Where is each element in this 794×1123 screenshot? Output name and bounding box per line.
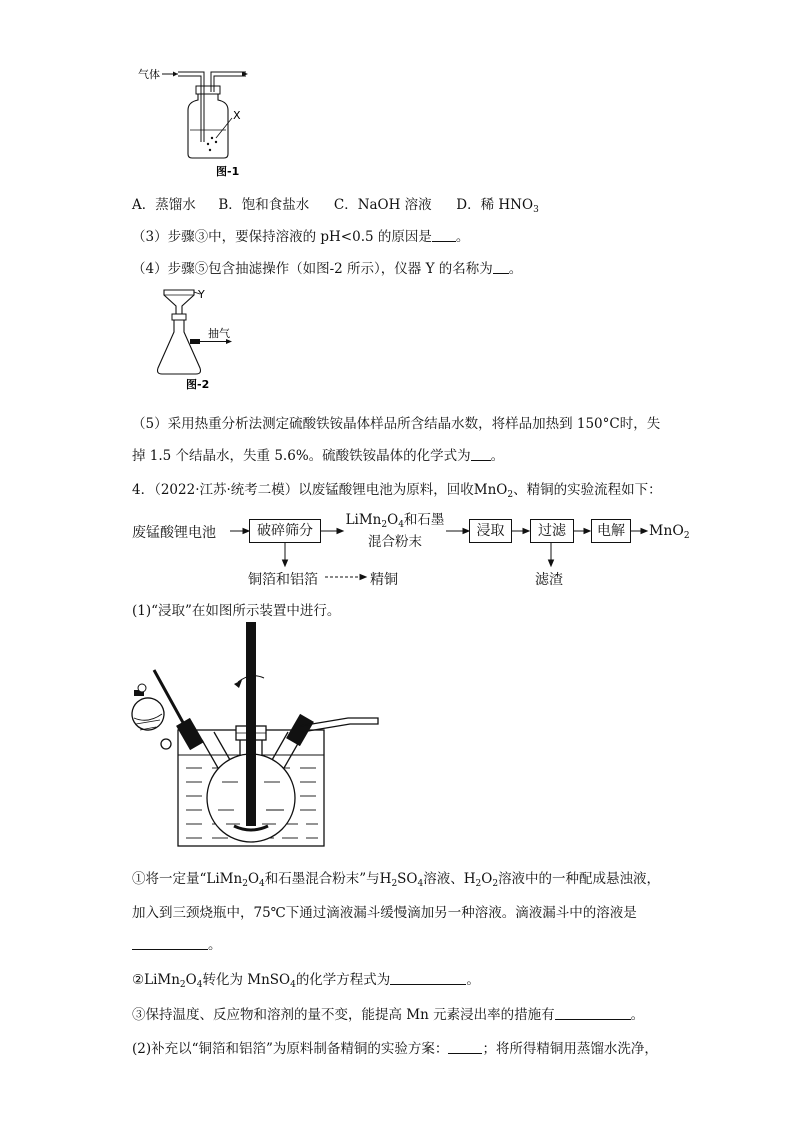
flow-branch-copper: 精铜 bbox=[370, 572, 398, 588]
flow-box-electrolysis: 电解 bbox=[591, 519, 631, 543]
fig2-y-label: Y bbox=[198, 288, 205, 301]
three-neck-flask-figure bbox=[126, 620, 386, 850]
flow-product: MnO$_2$ bbox=[649, 523, 690, 541]
question-3: （3）步骤③中，要保持溶液的 pH<0.5 的原因是 。 bbox=[132, 229, 470, 245]
option-b: B．饱和食盐水 bbox=[218, 197, 310, 213]
fig1-x-label: X bbox=[233, 109, 241, 122]
three-neck-flask-diagram bbox=[126, 620, 386, 850]
question-5-line2: 掉 1.5 个结晶水，失重 5.6%。硫酸铁铵晶体的化学式为 。 bbox=[132, 448, 505, 464]
flow-box-leach: 浸取 bbox=[469, 519, 512, 543]
flow-start: 废锰酸锂电池 bbox=[132, 525, 216, 541]
option-a: A．蒸馏水 bbox=[132, 197, 196, 213]
fig1-caption: 图-1 bbox=[216, 165, 240, 178]
option-d: D．稀 $HNO_3$ bbox=[456, 197, 539, 215]
answer-blank bbox=[390, 972, 466, 985]
flow-branch-residue: 滤渣 bbox=[535, 572, 563, 588]
problem-4-header: 4．（2022·江苏·统考二模）以废锰酸锂电池为原料，回收MnO$_2$、精铜的实验流程如下： bbox=[132, 482, 662, 500]
flow-intermediate: $LiMn_2O_4$和石墨 混合粉末 bbox=[345, 512, 445, 550]
answer-blank bbox=[132, 937, 208, 950]
question-1-part-1-line2: 加入到三颈烧瓶中，75℃下通过滴液漏斗缓慢滴加另一种溶液。滴液漏斗中的溶液是 bbox=[132, 905, 637, 921]
flow-box-filter: 过滤 bbox=[530, 519, 574, 543]
fig1-gas-label: 气体 bbox=[138, 68, 160, 81]
question-1: (1)“浸取”在如图所示装置中进行。 bbox=[132, 603, 341, 619]
fig2-pump-label: 抽气 bbox=[208, 327, 230, 340]
question-4: （4）步骤⑤包含抽滤操作（如图-2 所示），仪器 Y 的名称为 。 bbox=[132, 261, 523, 277]
fig2-caption: 图-2 bbox=[186, 378, 210, 391]
question-1-part-3: ③保持温度、反应物和溶剂的量不变，能提高 Mn 元素浸出率的措施有 。 bbox=[132, 1007, 645, 1023]
flow-branch-foil: 铜箔和铝箔 bbox=[248, 572, 318, 588]
answer-blank bbox=[448, 1041, 482, 1054]
question-2: (2)补充以“铜箔和铝箔”为原料制备精铜的实验方案： ；将所得精铜用蒸馏水洗净， bbox=[132, 1041, 658, 1057]
question-1-part-1-line1: ①将一定量“$LiMn_2O_4$和石墨混合粉末”与$H_2SO_4$溶液、$H_2O_2$溶液中的一种配成悬浊液， bbox=[132, 871, 661, 889]
option-c: C．NaOH 溶液 bbox=[333, 197, 432, 213]
question-1-part-2: $②LiMn_2O_4$转化为 MnSO$_4$的化学方程式为 。 bbox=[132, 972, 480, 990]
flow-box-crush: 破碎筛分 bbox=[249, 519, 321, 543]
question-5-line1: （5）采用热重分析法测定硫酸铁铵晶体样品所含结晶水数，将样品加热到 150°C时，失 bbox=[132, 416, 661, 432]
answer-blank bbox=[555, 1007, 631, 1020]
question-1-part-1-line3: 。 bbox=[132, 933, 222, 953]
